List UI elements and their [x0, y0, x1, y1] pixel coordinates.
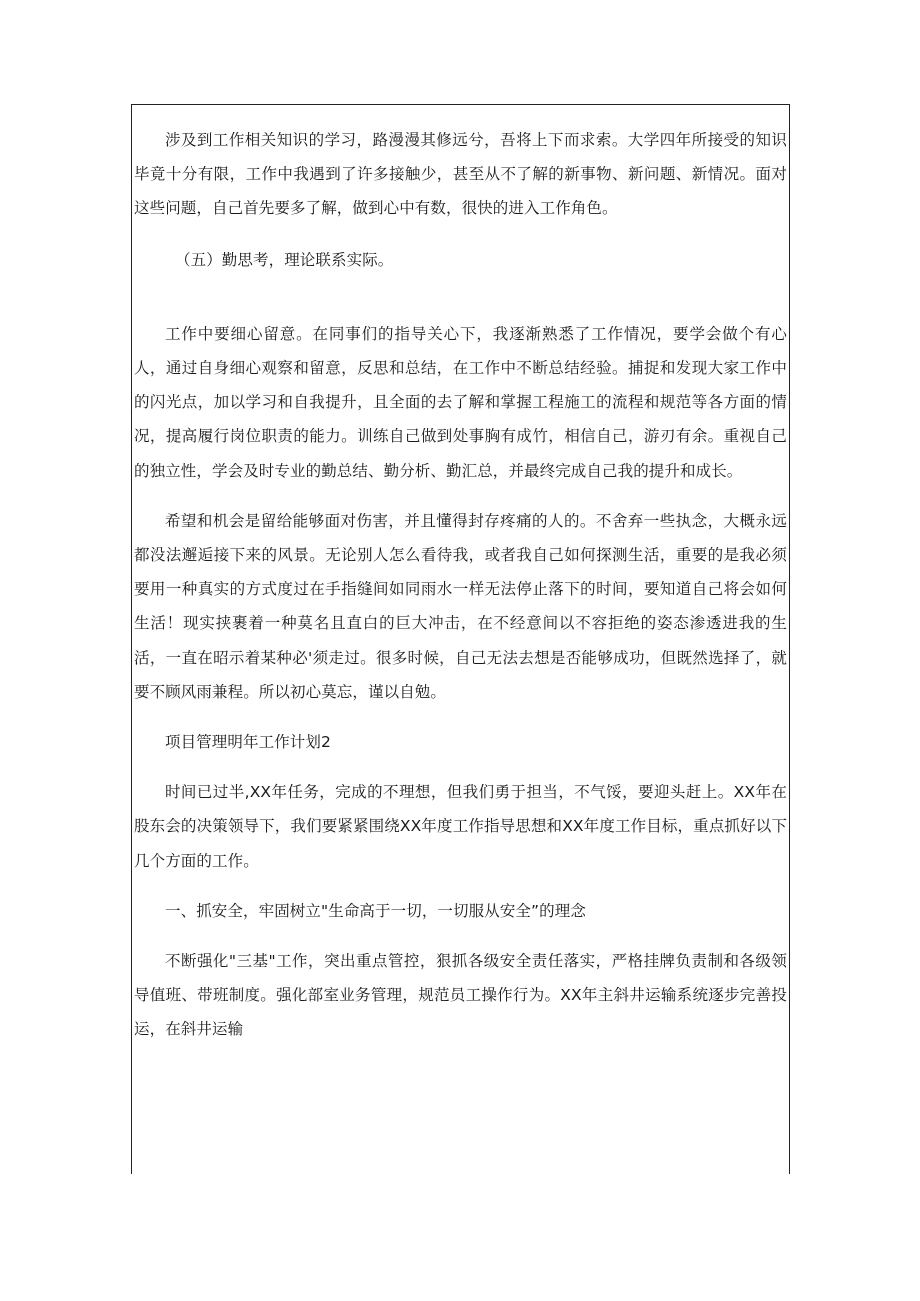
- paragraph-hope: 希望和机会是留给能够面对伤害，并且懂得封存疼痛的人的。不舍弃一些执念，大概永远都没法邂逅接下来的风景。无论别人怎么看待我，或者我自己如何探测生活，重要的是我必须要用一种真实的方式度过在手指缝间如同雨水一样无法停止落下的时间，要知道自己将会如何生活！现实挟裹着一种莫名且直白的巨大冲击，在不经意间以不容拒绝的姿态渗透进我的生活，一直在昭示着某种必'须走过。很多时候，自己无法去想是否能够成功，但既然选择了，就要不顾风雨兼程。所以初心莫忘，谨以自勉。: [134, 511, 787, 701]
- paragraph-learning: 涉及到工作相关知识的学习，路漫漫其修远兮，吾将上下而求索。大学四年所接受的知识毕竟十分有限，工作中我遇到了许多接触少，甚至从不了解的新事物、新问题、新情况。面对这些问题，自己首先要多了解，做到心中有数，很快的进入工作角色。: [134, 131, 787, 218]
- document-page: [131, 104, 790, 1174]
- document-body: [132, 123, 789, 1047]
- paragraph-safety: 不断强化"三基"工作，突出重点管控，狠抓各级安全责任落实，严格挂牌负责制和各级领导值班、带班制度。强化部室业务管理，规范员工操作行为。XX年主斜井运输系统逐步完善投运，在斜井运输: [134, 952, 787, 1039]
- paragraph-attention: 工作中要细心留意。在同事们的指导关心下，我逐渐熟悉了工作情况，要学会做个有心人，通过自身细心观察和留意，反思和总结，在工作中不断总结经验。捕捉和发现大家工作中的闪光点，加以学习和自我提升，且全面的去了解和掌握工程施工的流程和规范等各方面的情况，提高履行岗位职责的能力。训练自己做到处事胸有成竹，相信自己，游刃有余。重视自己的独立性，学会及时专业的勤总结、勤分析、勤汇总，并最终完成自己我的提升和成长。: [134, 324, 787, 480]
- document-subtitle: 项目管理明年工作计划2: [165, 733, 331, 752]
- section-heading-safety: 一、抓安全，牢固树立"生命高于一切，一切服从安全”的理念: [165, 901, 586, 920]
- section-heading-five: （五）勤思考，理论联系实际。: [175, 250, 394, 269]
- paragraph-time: 时间已过半,XX年任务，完成的不理想，但我们勇于担当，不气馁，要迎头赶上。XX年在股东会的决策领导下，我们要紧紧围绕XX年度工作指导思想和XX年度工作目标，重点抓好以下几个方面的工作。: [134, 783, 787, 870]
